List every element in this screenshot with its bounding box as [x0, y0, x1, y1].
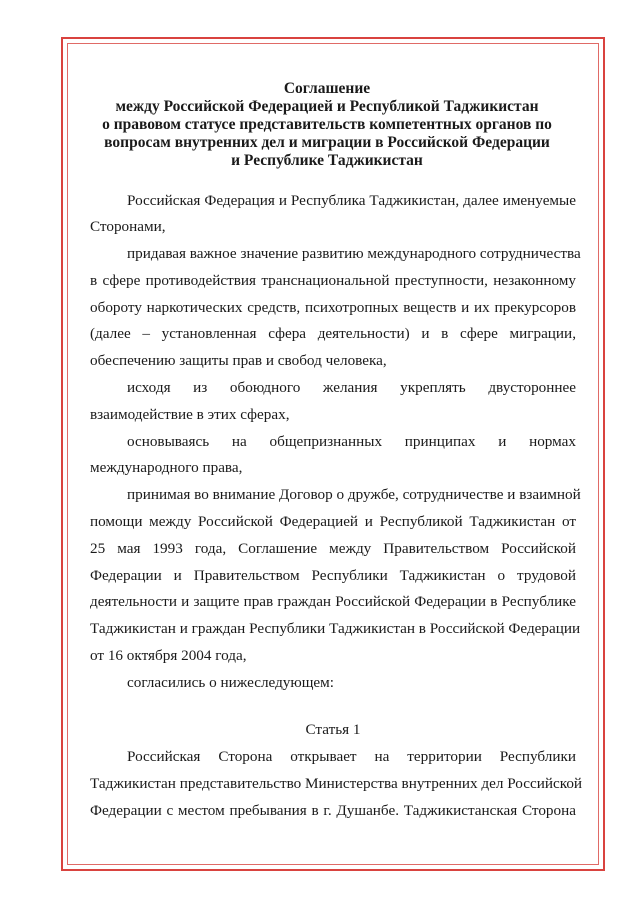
body-line: Федерации и Правительством Республики Таджикистан о трудовой — [90, 567, 576, 584]
body-line: помощи между Российской Федерацией и Республикой Таджикистан от — [90, 513, 576, 530]
title-line: Соглашение — [283, 80, 371, 97]
body-line: Таджикистан и граждан Республики Таджикистан в Российской Федерации — [90, 620, 581, 637]
body-line: принимая во внимание Договор о дружбе, сотрудничестве и взаимной — [127, 486, 581, 503]
body-line: от 16 октября 2004 года, — [90, 647, 247, 664]
body-line: обороту наркотических средств, психотропных веществ и их прекурсоров — [90, 299, 576, 316]
body-line: 25 мая 1993 года, Соглашение между Правительством Российской — [90, 540, 576, 557]
body-line: деятельности и защите прав граждан Российской Федерации в Республике — [90, 593, 576, 610]
body-line: основываясь на общепризнанных принципах и нормах — [127, 433, 576, 450]
body-line: взаимодействие в этих сферах, — [90, 406, 290, 423]
body-line: придавая важное значение развитию международного сотрудничества — [127, 245, 581, 262]
title-line: и Республике Таджикистан — [231, 152, 423, 169]
title-line: о правовом статусе представительств компетентных органов по — [102, 116, 552, 133]
document-title — [90, 80, 564, 170]
body-line: исходя из обоюдного желания укреплять двустороннее — [127, 379, 576, 396]
body-line: Таджикистан представительство Министерства внутренних дел Российской — [90, 775, 583, 792]
body-line: международного права, — [90, 459, 243, 476]
title-line: вопросам внутренних дел и миграции в Российской Федерации — [104, 134, 550, 151]
body-line: Российская Сторона открывает на территории Республики — [127, 748, 576, 765]
body-line: Российская Федерация и Республика Таджикистан, далее именуемые — [127, 192, 576, 209]
title-line: между Российской Федерацией и Республикой Таджикистан — [115, 98, 539, 115]
body-line: согласились о нижеследующем: — [127, 674, 335, 691]
body-line: (далее – установленная сфера деятельности) и в сфере миграции, — [90, 325, 576, 342]
body-line: Федерации с местом пребывания в г. Душанбе. Таджикистанская Сторона — [90, 802, 576, 819]
article-heading: Статья 1 — [305, 721, 361, 738]
body-line: обеспечению защиты прав и свобод человека, — [90, 352, 387, 369]
body-line: Сторонами, — [90, 218, 166, 235]
body-line: в сфере противодействия транснациональной преступности, незаконному — [90, 272, 576, 289]
